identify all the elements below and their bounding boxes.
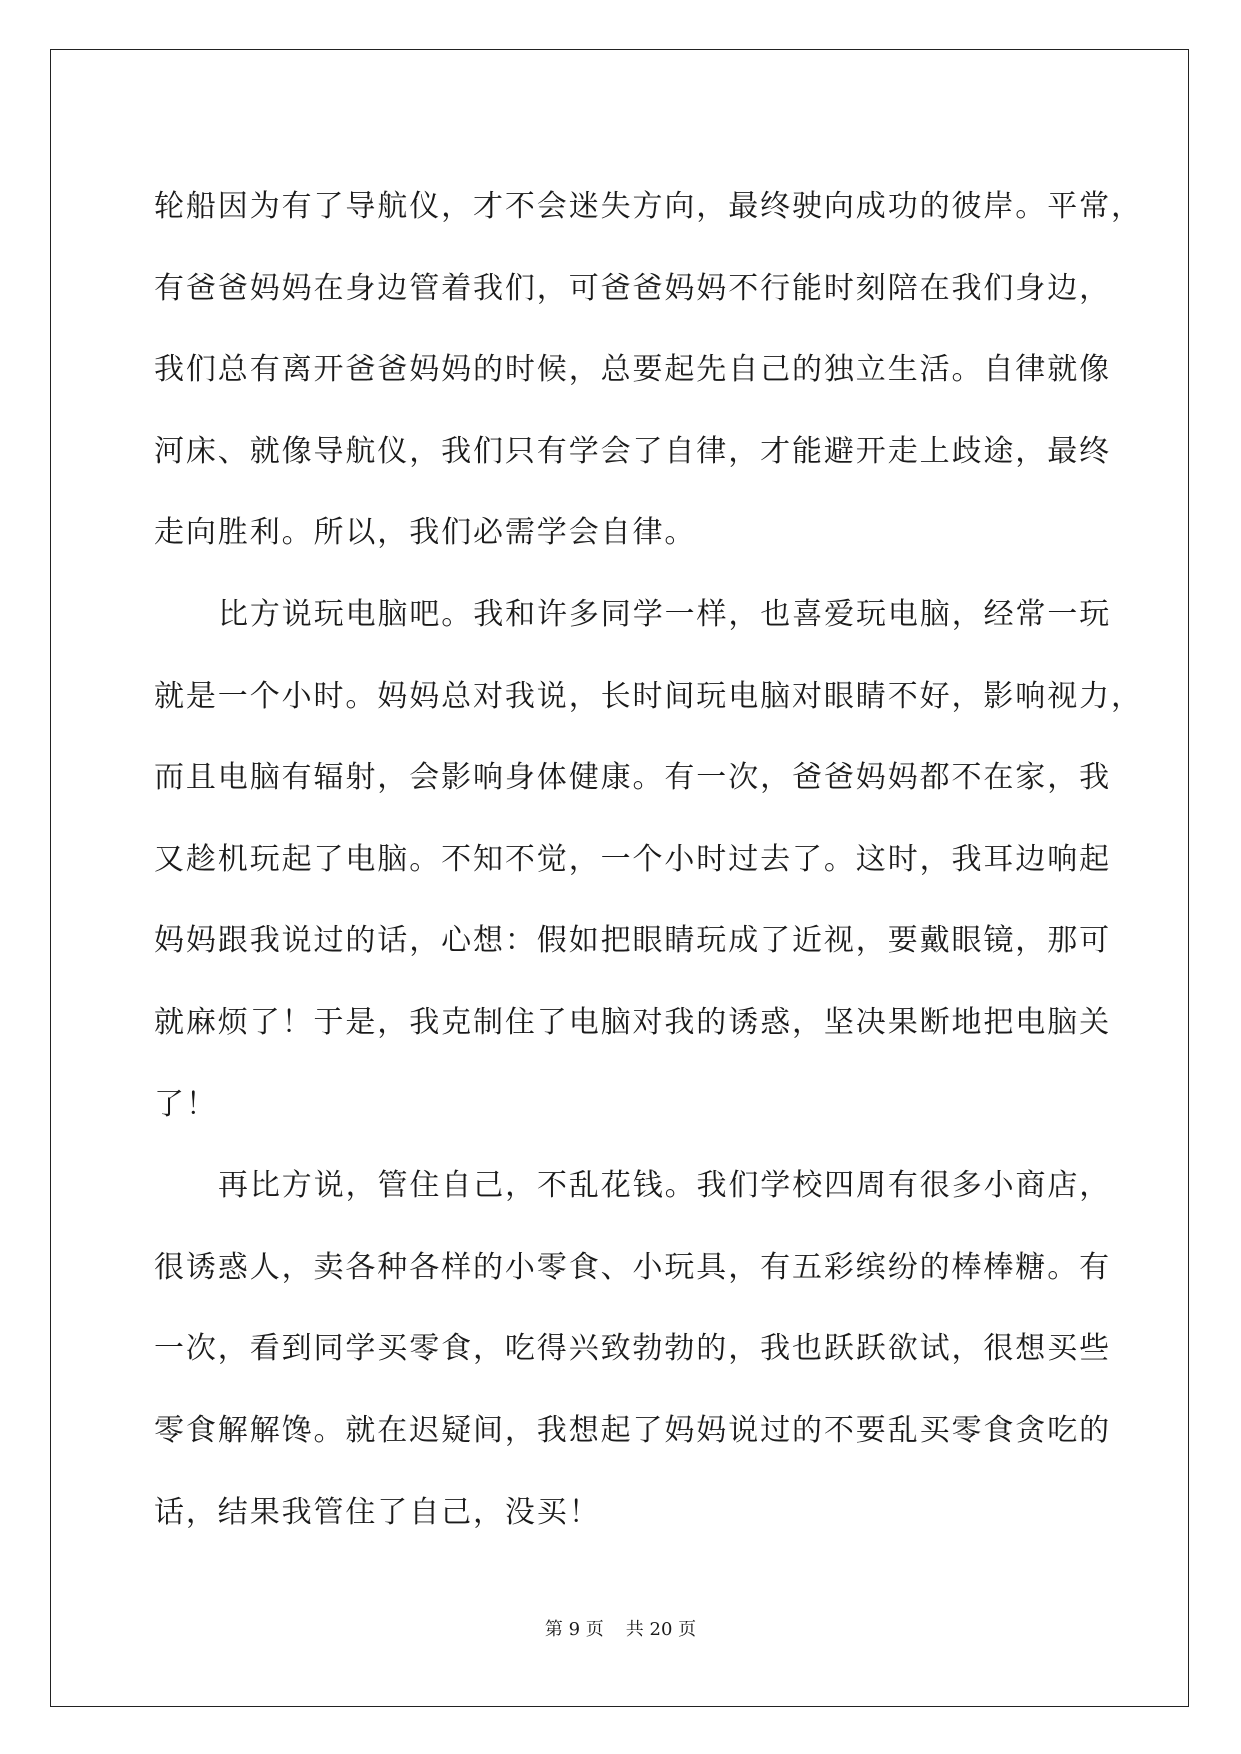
text-line: 走向胜利。所以，我们必需学会自律。 xyxy=(154,515,697,551)
text-line: 就是一个小时。妈妈总对我说，长时间玩电脑对眼睛不好，影响视力， xyxy=(154,678,1143,714)
text-line: 零食解解馋。就在迟疑间，我想起了妈妈说过的不要乱买零食贪吃的 xyxy=(154,1412,1111,1448)
text-line: 就麻烦了！于是，我克制住了电脑对我的诱惑，坚决果断地把电脑关 xyxy=(154,1004,1111,1040)
text-line: 我们总有离开爸爸妈妈的时候，总要起先自己的独立生活。自律就像 xyxy=(154,352,1111,388)
text-line: 一次，看到同学买零食，吃得兴致勃勃的，我也跃跃欲试，很想买些 xyxy=(154,1331,1111,1367)
text-line: 话，结果我管住了自己，没买！ xyxy=(154,1494,601,1530)
text-line: 很诱惑人，卖各种各样的小零食、小玩具，有五彩缤纷的棒棒糖。有 xyxy=(154,1249,1111,1285)
document-body xyxy=(154,166,1143,1553)
text-line: 而且电脑有辐射，会影响身体健康。有一次，爸爸妈妈都不在家，我 xyxy=(154,760,1111,796)
paragraph-start-line: 再比方说，管住自己，不乱花钱。我们学校四周有很多小商店， xyxy=(218,1168,1112,1204)
text-line: 轮船因为有了导航仪，才不会迷失方向，最终驶向成功的彼岸。平常， xyxy=(154,189,1143,224)
text-line: 有爸爸妈妈在身边管着我们，可爸爸妈妈不行能时刻陪在我们身边， xyxy=(154,270,1111,306)
paragraph-start-line: 比方说玩电脑吧。我和许多同学一样，也喜爱玩电脑，经常一玩 xyxy=(218,596,1112,632)
text-line: 了！ xyxy=(154,1086,218,1122)
page-footer xyxy=(0,1618,1241,1642)
page-number: 第 9 页 xyxy=(544,1619,604,1640)
text-line: 河床、就像导航仪，我们只有学会了自律，才能避开走上歧途，最终 xyxy=(154,433,1111,469)
text-line: 妈妈跟我说过的话，心想：假如把眼睛玩成了近视，要戴眼镜，那可 xyxy=(154,923,1111,959)
text-line: 又趁机玩起了电脑。不知不觉，一个小时过去了。这时，我耳边响起 xyxy=(154,841,1111,877)
page-total: 共 20 页 xyxy=(625,1619,697,1640)
